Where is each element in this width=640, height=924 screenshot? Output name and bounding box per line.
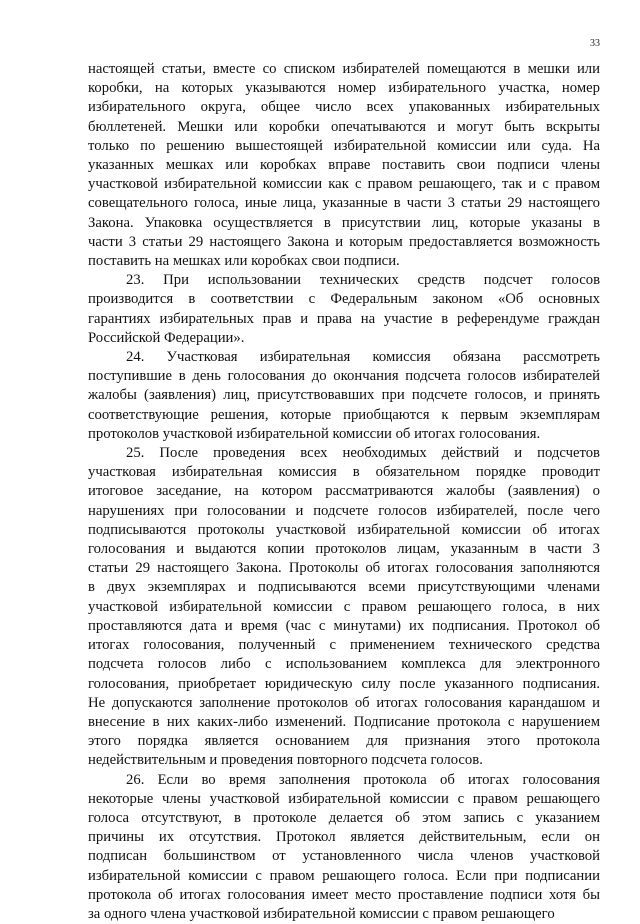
text-line: голосования, приобретает юридическую силу после указанного подписания. — [88, 675, 600, 692]
text-line: голоса отсутствуют, в протоколе делается об этом запись с указанием — [88, 809, 600, 826]
text-line: 25. После проведения всех необходимых действий и подсчетов — [126, 445, 600, 462]
text-line: статьи 29 настоящего Закона. Протоколы об итогах голосования заполняются — [88, 560, 600, 577]
paragraph-item-25 — [88, 444, 600, 770]
text-line: Не допускаются заполнение протоколов об итогах голосования карандашом и — [88, 694, 600, 711]
text-line: 23. При использовании технических средств подсчет голосов — [126, 272, 600, 289]
text-line: итоговое заседание, на котором рассматриваются жалобы (заявления) о — [88, 483, 600, 500]
page-number: 33 — [590, 38, 600, 49]
text-line: некоторые члены участковой избирательной комиссии с правом решающего — [88, 790, 600, 807]
paragraph-continuation — [88, 60, 600, 271]
text-line: внесение в них каких-либо изменений. Подписание протокола с нарушением — [88, 713, 600, 730]
text-line: причины их отсутствия. Протокол является действительным, если он — [88, 829, 600, 846]
document-body — [88, 60, 600, 924]
text-line: жалобы (заявления) лиц, присутствовавших при подсчете голосов, и принять — [88, 387, 600, 404]
text-line: указанных мешках или коробках вправе поставить свои подписи члены — [88, 157, 600, 174]
text-line: в двух экземплярах и подписываются всеми присутствующими членами — [88, 579, 600, 596]
text-line: подписываются протоколы участковой избирательной комиссии об итогах — [88, 521, 600, 538]
text-line: 26. Если во время заполнения протокола об итогах голосования — [126, 771, 600, 788]
text-line: проставляются дата и время (час с минутами) их подписания. Протокол об — [88, 617, 600, 634]
text-line: 24. Участковая избирательная комиссия обязана рассмотреть — [126, 349, 600, 366]
text-line: протоколов участковой избирательной комиссии об итогах голосования. — [88, 425, 541, 442]
text-line: производится в соответствии с Федеральным законом «Об основных — [88, 291, 600, 308]
text-line: поставить на мешках или коробках свои подписи. — [88, 253, 400, 270]
text-line: совещательного голоса, иные лица, указанные в части 3 статьи 29 настоящего — [88, 195, 600, 212]
text-line: подсчета голосов либо с использованием комплекса для электронного — [88, 656, 600, 673]
text-line: участковая избирательная комиссия в обязательном порядке проводит — [88, 464, 600, 481]
text-line: за одного члена участковой избирательной комиссии с правом решающего — [88, 905, 555, 922]
text-line: участковой избирательной комиссии как с правом решающего, так и с правом — [88, 176, 600, 193]
paragraph-item-23 — [88, 271, 600, 348]
text-line: голосования и выдаются копии протоколов лицам, указанным в части 3 — [88, 541, 600, 558]
text-line: коробки, на которых указываются номер избирательного участка, номер — [88, 80, 600, 97]
text-line: соответствующие решения, которые приобщаются к первым экземплярам — [88, 406, 600, 423]
text-line: участковой избирательной комиссии с правом решающего голоса, в них — [88, 598, 600, 615]
paragraph-item-24 — [88, 348, 600, 444]
text-line: Российской Федерации». — [88, 329, 245, 346]
text-line: нарушениях при голосовании и подсчете голосов избирателей, после чего — [88, 502, 600, 519]
text-line: избирательной комиссии с правом решающего голоса. Если при подписании — [88, 867, 600, 884]
text-line: настоящей статьи, вместе со списком избирателей помещаются в мешки или — [88, 61, 600, 77]
text-line: части 3 статьи 29 настоящего Закона и которым предоставляется возможность — [88, 233, 600, 250]
text-line: поступившие в день голосования до окончания подсчета голосов избирателей — [88, 368, 600, 385]
text-line: только по решению вышестоящей избирательной комиссии или суда. На — [88, 137, 600, 154]
text-line: подписан большинством от установленного числа членов участковой — [88, 848, 600, 865]
text-line: избирательного округа, общее число всех упакованных избирательных — [88, 99, 600, 116]
text-line: этого порядка является основанием для признания этого протокола — [88, 733, 600, 750]
text-line: недействительным и проведения повторного подсчета голосов. — [88, 752, 483, 769]
text-line: бюллетеней. Мешки или коробки опечатываются и могут быть вскрыты — [88, 118, 600, 135]
text-line: гарантиях избирательных прав и права на участие в референдуме граждан — [88, 310, 600, 327]
paragraph-item-26 — [88, 771, 600, 924]
text-line: итогах голосования, полученный с применением технического средства — [88, 637, 600, 654]
text-line: протокола об итогах голосования имеет место проставление подписи хотя бы — [88, 886, 600, 903]
text-line: Закона. Упаковка осуществляется в присутствии лиц, которые указаны в — [88, 214, 600, 231]
